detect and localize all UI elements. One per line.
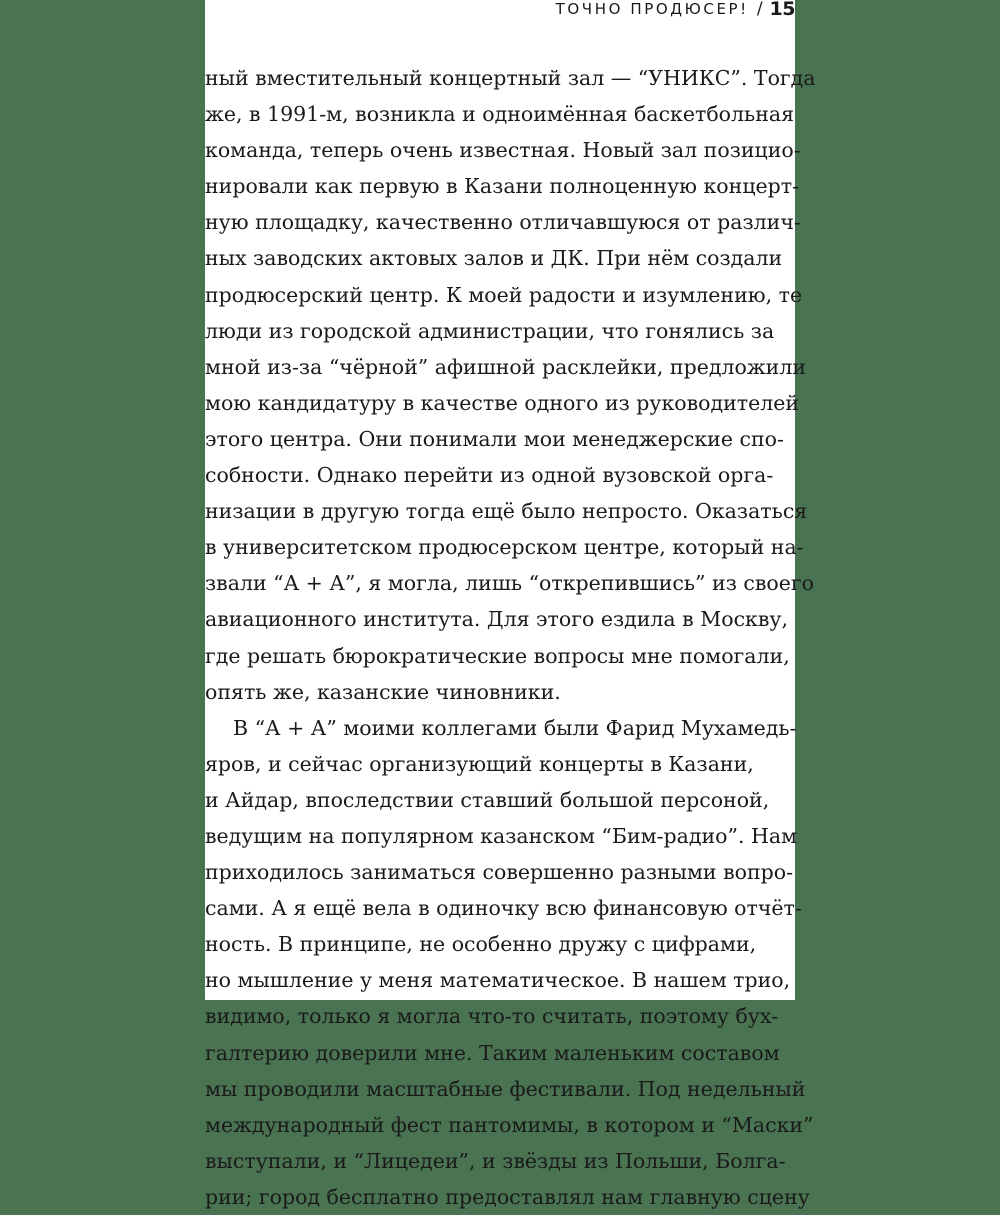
text-line: где решать бюрократические вопросы мне помогали, xyxy=(205,643,790,668)
text-line: яров, и сейчас организующий концерты в Казани, xyxy=(205,751,754,776)
text-line: ную площадку, качественно отличавшуюся от различ- xyxy=(205,210,801,235)
text-line: авиационного института. Для этого ездила в Москву, xyxy=(205,607,788,632)
text-line: же, в 1991-м, возникла и одноимённая баскетбольная xyxy=(205,102,795,127)
paragraph-1 xyxy=(205,60,816,710)
text-line: ных заводских актовых залов и ДК. При нём создали xyxy=(205,246,783,271)
running-header xyxy=(556,0,795,22)
text-line: опять же, казанские чиновники. xyxy=(205,679,561,704)
text-line: этого центра. Они понимали мои менеджерские спо- xyxy=(205,426,784,451)
text-line: видимо, только я могла что-то считать, поэтому бух- xyxy=(205,1004,779,1029)
paragraph-2 xyxy=(205,710,814,1215)
text-line: выступали, и “Лицедеи”, и звёзды из Польши, Болга- xyxy=(205,1148,786,1173)
body-text xyxy=(205,60,816,1215)
text-line: продюсерский центр. К моей радости и изумлению, те xyxy=(205,282,803,307)
text-line: приходилось заниматься совершенно разными вопро- xyxy=(205,860,794,885)
text-line: низации в другую тогда ещё было непросто. Оказаться xyxy=(205,499,808,524)
text-line: сами. А я ещё вела в одиночку всю финансовую отчёт- xyxy=(205,896,802,921)
text-line: звали “А + А”, я могла, лишь “открепившись” из своего xyxy=(205,571,814,596)
text-line: в университетском продюсерском центре, который на- xyxy=(205,535,804,560)
running-title: ТОЧНО ПРОДЮСЕР! xyxy=(555,0,749,18)
text-line: международный фест пантомимы, в котором и “Маски” xyxy=(205,1112,814,1137)
text-line: люди из городской администрации, что гонялись за xyxy=(205,318,775,343)
text-line: ведущим на популярном казанском “Бим-радио”. Нам xyxy=(205,823,798,848)
text-line: галтерию доверили мне. Таким маленьким составом xyxy=(205,1040,780,1065)
text-line: рии; город бесплатно предоставлял нам главную сцену xyxy=(205,1184,810,1209)
page-number: 15 xyxy=(769,0,795,20)
text-line: мной из-за “чёрной” афишной расклейки, предложили xyxy=(205,354,807,379)
text-line: мы проводили масштабные фестивали. Под недельный xyxy=(205,1076,806,1101)
text-line: нировали как первую в Казани полноценную концерт- xyxy=(205,174,800,199)
text-line: собности. Однако перейти из одной вузовской орга- xyxy=(205,463,774,488)
text-line: ный вместительный концертный зал — “УНИКС”. Тогда xyxy=(205,66,816,90)
text-line: мою кандидатуру в качестве одного из руководителей xyxy=(205,390,800,415)
book-page xyxy=(205,0,816,1209)
text-line: и Айдар, впоследствии ставший большой персоной, xyxy=(205,787,770,812)
text-line: ность. В принципе, не особенно дружу с цифрами, xyxy=(205,932,757,957)
header-separator: / xyxy=(756,0,763,19)
text-line: но мышление у меня математическое. В нашем трио, xyxy=(205,968,791,993)
text-line: команда, теперь очень известная. Новый зал позицио- xyxy=(205,138,801,163)
text-line: В “А + А” моими коллегами были Фарид Мухамедь- xyxy=(233,715,797,740)
